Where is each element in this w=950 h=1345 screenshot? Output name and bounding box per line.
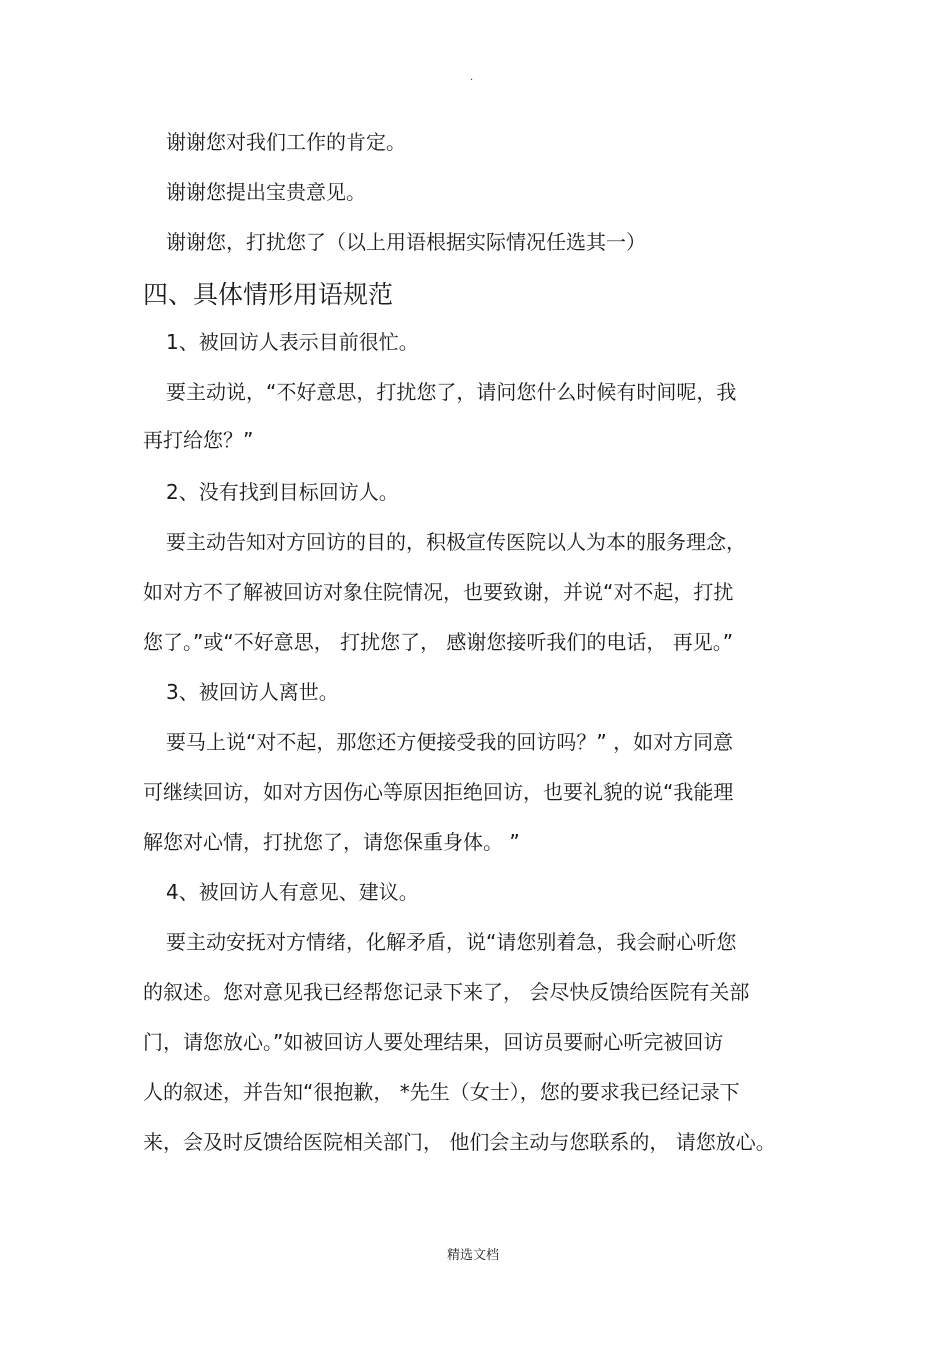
page-footer: 精选文档 (447, 1248, 500, 1263)
item-title: 3、被回访人离世。 (166, 680, 339, 704)
text-line: 可继续回访，如对方因伤心等原因拒绝回访，也要礼貌的说“我能理 (143, 780, 734, 804)
item-title: 4、被回访人有意见、建议。 (166, 880, 419, 904)
text-line: 要马上说“对不起，那您还方便接受我的回访吗？” ，如对方同意 (166, 730, 734, 754)
text-line: 您了。”或“不好意思， 打扰您了， 感谢您接听我们的电话， 再见。” (143, 630, 734, 654)
text-line: 要主动告知对方回访的目的，积极宣传医院以人为本的服务理念， (166, 530, 746, 554)
text-line: 如对方不了解被回访对象住院情况，也要致谢，并说“对不起，打扰 (143, 580, 734, 604)
text-line: 谢谢您提出宝贵意见。 (166, 180, 366, 204)
text-line: 谢谢您对我们工作的肯定。 (166, 130, 406, 154)
text-line: 人的叙述，并告知“很抱歉， *先生（女士），您的要求我已经记录下 (143, 1080, 740, 1104)
item-title: 1、被回访人表示目前很忙。 (166, 330, 419, 354)
text-line: 再打给您？” (143, 428, 254, 452)
text-line: 谢谢您，打扰您了（以上用语根据实际情况任选其一） (166, 230, 646, 254)
text-line: 门，请您放心。”如被回访人要处理结果，回访员要耐心听完被回访 (143, 1030, 724, 1054)
text-line: 的叙述。您对意见我已经帮您记录下来了， 会尽快反馈给医院有关部 (143, 980, 750, 1004)
text-line: 来，会及时反馈给医院相关部门， 他们会主动与您联系的， 请您放心。 (143, 1130, 776, 1154)
header-mark: . (470, 72, 474, 83)
text-line: 解您对心情，打扰您了，请您保重身体。 ” (143, 830, 520, 854)
section-heading: 四、具体情形用语规范 (143, 280, 394, 309)
text-line: 要主动安抚对方情绪，化解矛盾，说“请您别着急，我会耐心听您 (166, 930, 737, 954)
text-line: 要主动说，“不好意思，打扰您了，请问您什么时候有时间呢，我 (166, 380, 737, 404)
item-title: 2、没有找到目标回访人。 (166, 480, 399, 504)
